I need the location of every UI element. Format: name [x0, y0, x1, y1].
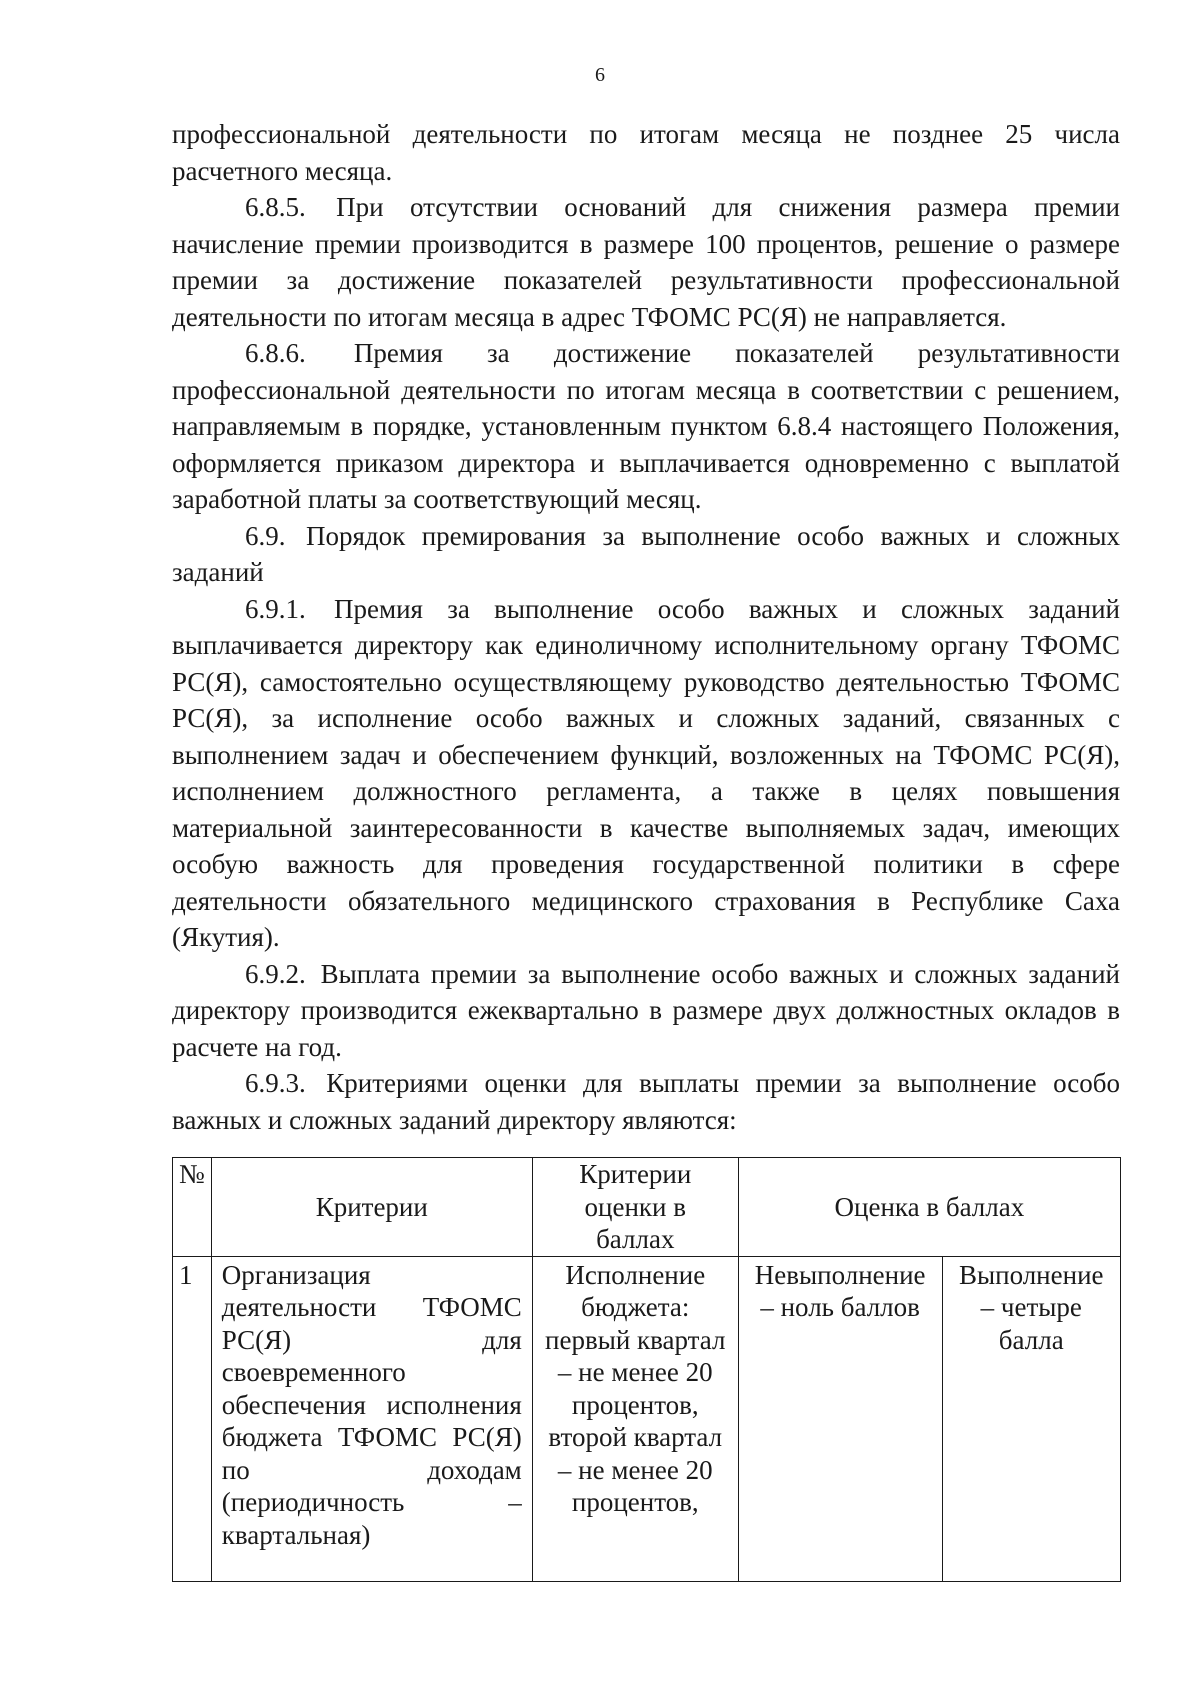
paragraph-6-9 [172, 518, 1120, 591]
paragraph-text: При отсутствии оснований для снижения размера премии начисление премии производится в размере 100 процентов, решение о размере премии за достижение показателей результативности профессиональной деятельности по итогам месяца в адрес ТФОМС РС(Я) не направляется. [172, 192, 1121, 332]
paragraph-6-9-1 [172, 591, 1120, 956]
cell-criteria: Организация деятельности ТФОМС РС(Я) для своевременного обеспечения исполнения бюджета ТФОМС РС(Я) по доходам (периодичность – квартальная) [211, 1256, 532, 1581]
table-row [173, 1256, 1121, 1581]
cell-fail-score: Невыполнение – ноль баллов [738, 1256, 942, 1581]
clause-number: 6.9.3. [245, 1068, 306, 1098]
clause-number: 6.8.6. [245, 338, 306, 368]
header-criteria: Критерии [211, 1158, 532, 1257]
paragraph-6-9-3 [172, 1065, 1120, 1138]
paragraph-text: Порядок премирования за выполнение особо важных и сложных заданий [172, 520, 1121, 587]
cell-number: 1 [173, 1256, 212, 1581]
paragraph-text: Премия за выполнение особо важных и сложных заданий выплачивается директору как единоличному исполнительному органу ТФОМС РС(Я), самостоятельно осуществляющему руководство деятельностью ТФОМС РС(Я), за исполнение особо важных и сложных заданий, связанных с выполнением задач и обеспечением функций, возложенных на ТФОМС РС(Я), исполнением должностного регламента, а также в целях повышения материальной заинтересованности в качестве выполняемых задач, имеющих особую важность для проведения государственной политики в сфере деятельности обязательного медицинского страхования в Республике Саха (Якутия). [172, 593, 1121, 952]
header-criteria-score: Критерии оценки в баллах [532, 1158, 738, 1257]
clause-number: 6.9.2. [245, 958, 306, 989]
document-body [172, 116, 1120, 1138]
paragraph-text: Премия за достижение показателей результативности профессиональной деятельности по итогам месяца в соответствии с решением, направляемым в порядке, установленным пунктом 6.8.4 настоящего Положения, оформляется приказом директора и выплачивается одновременно с выплатой заработной платы за соответствующий месяц. [172, 338, 1120, 514]
paragraph-6-8-5 [172, 189, 1120, 335]
clause-number: 6.9.1. [245, 593, 306, 624]
paragraph-continuation [172, 116, 1120, 189]
clause-number: 6.8.5. [245, 192, 306, 222]
paragraph-text: профессиональной деятельности по итогам месяца не позднее 25 числа расчетного месяца. [172, 119, 1120, 186]
paragraph-6-9-2 [172, 956, 1120, 1066]
header-number: № [173, 1158, 212, 1257]
clause-number: 6.9. [245, 520, 286, 551]
page-number: 6 [595, 64, 605, 86]
criteria-table [172, 1157, 1121, 1582]
cell-criteria-score: Исполнение бюджета: первый квартал – не менее 20 процентов, второй квартал – не менее 20 процентов, [532, 1256, 738, 1581]
paragraph-text: Критериями оценки для выплаты премии за выполнение особо важных и сложных заданий директору являются: [172, 1068, 1120, 1135]
paragraph-6-8-6 [172, 335, 1120, 518]
paragraph-text: Выплата премии за выполнение особо важных и сложных заданий директору производится ежеквартально в размере двух должностных окладов в расчете на год. [172, 958, 1120, 1062]
table-header-row [173, 1158, 1121, 1257]
cell-success-score: Выполнение – четыре балла [942, 1256, 1121, 1581]
header-score: Оценка в баллах [738, 1158, 1120, 1257]
